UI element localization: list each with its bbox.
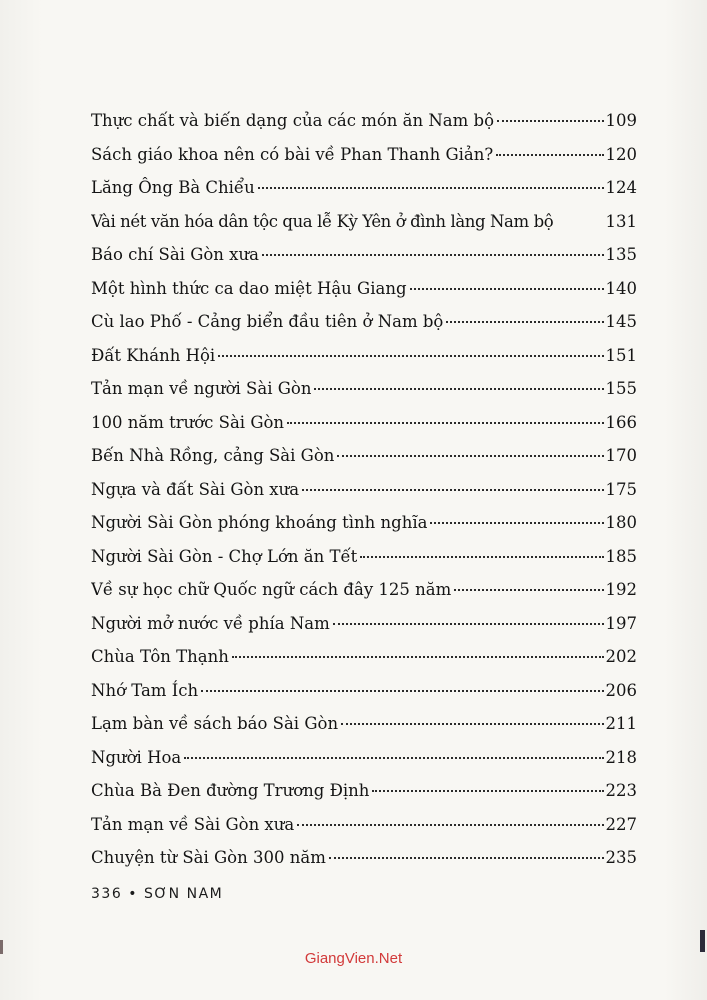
- dot-leader: [329, 857, 604, 859]
- entry-page-number: 140: [605, 278, 637, 298]
- page-footer: [91, 886, 223, 902]
- dot-leader: [184, 757, 603, 759]
- entry-page-number: 197: [605, 613, 637, 633]
- entry-title: Tản mạn về người Sài Gòn: [91, 379, 312, 398]
- dot-leader: [262, 254, 604, 256]
- toc-entry: [91, 841, 637, 875]
- entry-page-number: 223: [605, 781, 637, 800]
- dot-leader: [372, 790, 603, 792]
- toc-entry: [91, 674, 637, 708]
- entry-page-number: 151: [605, 345, 637, 365]
- entry-page-number: 202: [605, 647, 637, 666]
- toc-entry: [91, 104, 637, 138]
- dot-leader: [341, 723, 603, 725]
- dot-leader: [258, 187, 604, 189]
- toc-entry: [91, 205, 637, 239]
- dot-leader: [430, 522, 603, 524]
- dot-leader: [314, 388, 603, 390]
- entry-page-number: 235: [605, 848, 637, 867]
- entry-title: Báo chí Sài Gòn xưa: [91, 245, 259, 264]
- toc-entry: [91, 540, 637, 574]
- dot-leader: [446, 321, 603, 323]
- entry-title: 100 năm trước Sài Gòn: [91, 412, 285, 432]
- table-of-contents: [91, 104, 637, 875]
- entry-title: Người mở nước về phía Nam: [91, 613, 330, 633]
- footer-page-number: 336: [91, 886, 123, 902]
- entry-title: Vài nét văn hóa dân tộc qua lễ Kỳ Yên ở đình làng Nam bộ: [91, 211, 554, 231]
- dot-leader: [232, 656, 604, 658]
- dot-leader: [297, 824, 603, 826]
- entry-page-number: 170: [605, 446, 637, 465]
- toc-entry: [91, 774, 637, 808]
- entry-page-number: 180: [605, 513, 637, 532]
- entry-title: Lăng Ông Bà Chiểu: [91, 178, 255, 197]
- dot-leader: [333, 623, 604, 625]
- toc-entry: [91, 372, 637, 406]
- watermark: GiangVien.Net: [304, 950, 403, 967]
- entry-title: Đất Khánh Hội: [91, 345, 216, 365]
- dot-leader: [287, 422, 603, 424]
- entry-title: Cù lao Phố - Cảng biển đầu tiên ở Nam bộ: [91, 312, 444, 331]
- entry-title: Chùa Tôn Thạnh: [91, 647, 229, 666]
- toc-entry: [91, 573, 637, 607]
- toc-entry: [91, 741, 637, 775]
- toc-entry: [91, 305, 637, 339]
- entry-page-number: 155: [605, 379, 637, 398]
- dot-leader: [454, 589, 603, 591]
- page-edge-mark: [700, 930, 705, 952]
- footer-separator: •: [128, 886, 138, 902]
- dot-leader: [410, 288, 604, 290]
- entry-page-number: 135: [605, 245, 637, 264]
- entry-title: Tản mạn về Sài Gòn xưa: [91, 814, 295, 834]
- entry-title: Người Hoa: [91, 747, 182, 767]
- dot-leader: [497, 120, 603, 122]
- entry-page-number: 145: [605, 312, 637, 331]
- toc-entry: [91, 707, 637, 741]
- dot-leader: [496, 154, 603, 156]
- dot-leader: [554, 221, 604, 223]
- entry-page-number: 175: [605, 479, 637, 499]
- toc-entry: [91, 439, 637, 473]
- toc-entry: [91, 272, 637, 306]
- entry-title: Sách giáo khoa nên có bài về Phan Thanh Giản?: [91, 144, 494, 164]
- toc-entry: [91, 406, 637, 440]
- dot-leader: [360, 556, 603, 558]
- entry-title: Bến Nhà Rồng, cảng Sài Gòn: [91, 446, 335, 465]
- toc-entry: [91, 171, 637, 205]
- entry-title: Một hình thức ca dao miệt Hậu Giang: [91, 278, 407, 298]
- entry-title: Lạm bàn về sách báo Sài Gòn: [91, 714, 339, 733]
- entry-page-number: 185: [605, 546, 637, 566]
- entry-title: Chùa Bà Đen đường Trương Định: [91, 781, 370, 800]
- entry-page-number: 109: [605, 111, 637, 130]
- toc-entry: [91, 238, 637, 272]
- entry-title: Người Sài Gòn - Chợ Lớn ăn Tết: [91, 546, 358, 566]
- toc-entry: [91, 339, 637, 373]
- entry-page-number: 206: [605, 680, 637, 700]
- entry-page-number: 218: [605, 747, 637, 767]
- entry-title: Về sự học chữ Quốc ngữ cách đây 125 năm: [91, 580, 452, 599]
- dot-leader: [201, 690, 603, 692]
- entry-page-number: 120: [605, 144, 637, 164]
- entry-page-number: 131: [605, 211, 637, 231]
- dot-leader: [337, 455, 603, 457]
- entry-title: Thực chất và biến dạng của các món ăn Nam bộ: [91, 111, 495, 130]
- toc-entry: [91, 607, 637, 641]
- entry-title: Ngựa và đất Sài Gòn xưa: [91, 479, 300, 499]
- entry-page-number: 124: [605, 178, 637, 197]
- entry-page-number: 227: [605, 814, 637, 834]
- entry-title: Chuyện từ Sài Gòn 300 năm: [91, 848, 326, 867]
- footer-author: SƠN NAM: [144, 886, 224, 902]
- toc-entry: [91, 138, 637, 172]
- entry-page-number: 166: [605, 412, 637, 432]
- entry-title: Nhớ Tam Ích: [91, 680, 199, 700]
- entry-title: Người Sài Gòn phóng khoáng tình nghĩa: [91, 513, 428, 532]
- toc-entry: [91, 640, 637, 674]
- toc-entry: [91, 808, 637, 842]
- dot-leader: [218, 355, 603, 357]
- dot-leader: [302, 489, 603, 491]
- entry-page-number: 211: [605, 714, 637, 733]
- page-edge-mark: [0, 940, 3, 954]
- toc-entry: [91, 473, 637, 507]
- toc-entry: [91, 506, 637, 540]
- entry-page-number: 192: [605, 580, 637, 599]
